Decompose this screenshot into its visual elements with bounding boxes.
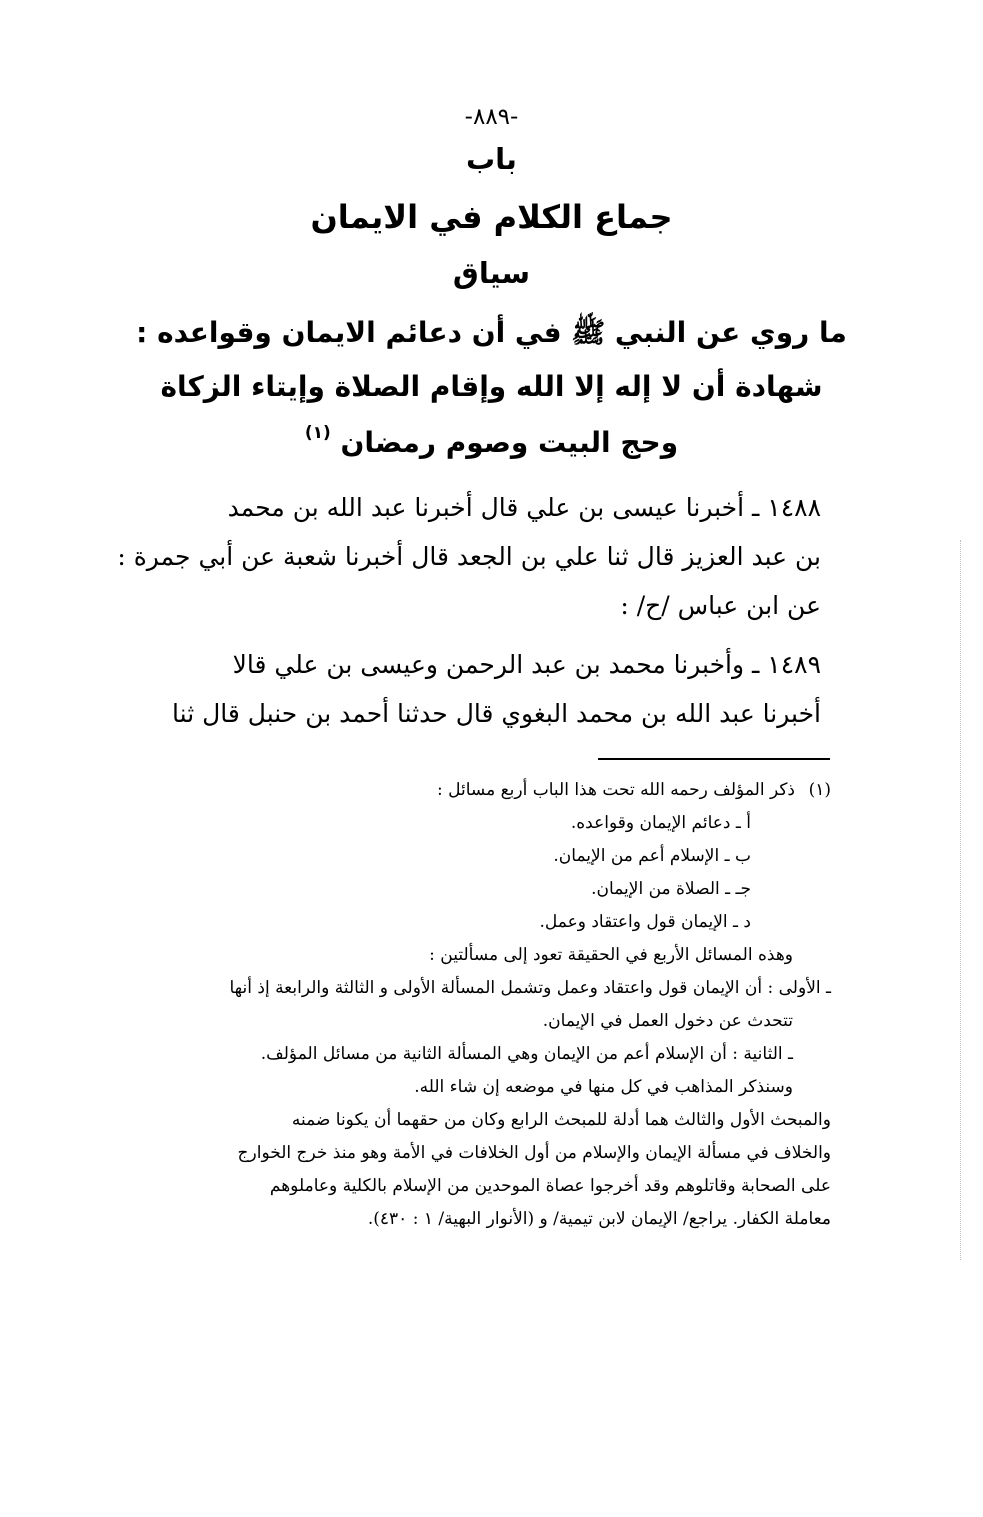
footnote-second-issue: ـ الثانية : أن الإسلام أعم من الإيمان وهي المسألة الثانية من مسائل المؤلف. <box>260 1044 793 1064</box>
footnote-summary: وهذه المسائل الأربع في الحقيقة تعود إلى مسألتين : <box>429 945 793 965</box>
section-title-line-3-text: وحج البيت وصوم رمضان <box>340 426 679 459</box>
narration-line: ١٤٨٨ ـ أخبرنا عيسى بن علي قال أخبرنا عبد الله بن محمد <box>227 493 821 522</box>
footnote-intro: ذكر المؤلف رحمه الله تحت هذا الباب أربع مسائل : <box>437 780 795 800</box>
page-number: -٨٨٩- <box>464 104 519 130</box>
chapter-label: باب <box>466 142 517 176</box>
footnote-item: د ـ الإيمان قول واعتقاد وعمل. <box>539 912 751 932</box>
narration-1489 <box>162 640 821 738</box>
narration-line: بن عبد العزيز قال ثنا علي بن الجعد قال أخبرنا شعبة عن أبي جمرة : <box>117 542 821 571</box>
section-title-line-1: ما روي عن النبي ﷺ في أن دعائم الايمان وقواعده : <box>136 316 847 349</box>
footnote-line: معاملة الكفار. يراجع/ الإيمان لابن تيمية/ و (الأنوار البهية/ ١ : ٤٣٠). <box>367 1209 831 1229</box>
section-title-line-2: شهادة أن لا إله إلا الله وإقام الصلاة وإيتاء الزكاة <box>160 370 823 403</box>
footnote-item: جـ ـ الصلاة من الإيمان. <box>591 879 751 899</box>
footnote-mention: وسنذكر المذاهب في كل منها في موضعه إن شاء الله. <box>414 1077 793 1097</box>
footnote-separator <box>598 758 830 760</box>
footnote-line: والخلاف في مسألة الإيمان والإسلام من أول الخلافات في الأمة وهو منذ خرج الخوارج <box>237 1143 831 1163</box>
narration-line: أخبرنا عبد الله بن محمد البغوي قال حدثنا أحمد بن حنبل قال ثنا <box>172 699 821 728</box>
footnote-item: أ ـ دعائم الإيمان وقواعده. <box>570 813 751 833</box>
footnote-line: على الصحابة وقاتلوهم وقد أخرجوا عصاة الموحدين من الإسلام بالكلية وعاملوهم <box>269 1176 831 1196</box>
narration-line: عن ابن عباس /ح/ : <box>620 591 821 620</box>
footnote-marker: (١) <box>808 780 831 800</box>
section-label: سياق <box>452 256 531 290</box>
section-title-line-3 <box>80 422 903 459</box>
narration-line: ١٤٨٩ ـ وأخبرنا محمد بن عبد الرحمن وعيسى بن علي قالا <box>232 650 821 679</box>
footnote-line: والمبحث الأول والثالث هما أدلة للمبحث الرابع وكان من حقهما أن يكونا ضمنه <box>291 1110 831 1130</box>
scan-edge-dots <box>960 540 961 1260</box>
footnote-first-issue-cont: تتحدث عن دخول العمل في الإيمان. <box>542 1011 793 1031</box>
footnote-first-issue: ـ الأولى : أن الإيمان قول واعتقاد وعمل وتشمل المسألة الأولى و الثالثة والرابعة إذ أنها <box>229 978 831 998</box>
chapter-title: جماع الكلام في الايمان <box>310 198 673 236</box>
narration-1488 <box>117 483 821 630</box>
footnote-reference: (١) <box>304 422 331 443</box>
footnote-intro-line <box>152 774 831 807</box>
footnote-block <box>152 774 831 1236</box>
footnote-item: ب ـ الإسلام أعم من الإيمان. <box>553 846 751 866</box>
